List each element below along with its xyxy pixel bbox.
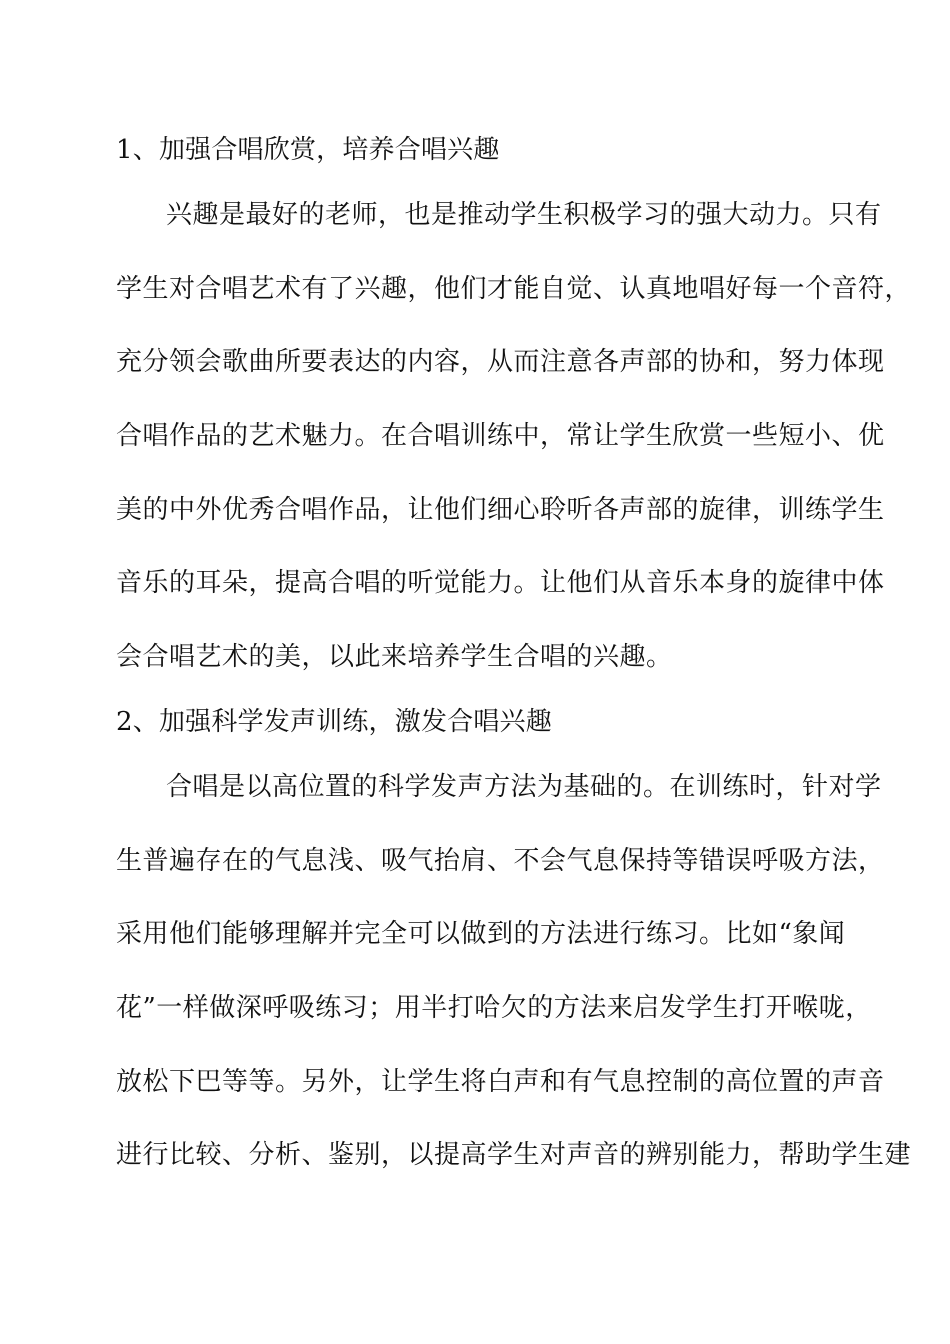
section-2-line-6: 进行比较、分析、鉴别，以提高学生对声音的辨别能力，帮助学生建 — [116, 1140, 912, 1170]
section-1-line-4: 合唱作品的艺术魅力。在合唱训练中，常让学生欣赏一些短小、优 — [116, 421, 885, 451]
section-2-line-1: 合唱是以高位置的科学发声方法为基础的。在训练时，针对学 — [166, 772, 882, 802]
section-2-line-5: 放松下巴等等。另外，让学生将白声和有气息控制的高位置的声音 — [116, 1067, 885, 1097]
section-1-line-3: 充分领会歌曲所要表达的内容，从而注意各声部的协和，努力体现 — [116, 347, 885, 377]
section-1-line-6: 音乐的耳朵，提高合唱的听觉能力。让他们从音乐本身的旋律中体 — [116, 568, 885, 598]
section-2-line-3: 采用他们能够理解并完全可以做到的方法进行练习。比如“象闻 — [116, 919, 846, 949]
section-1-line-1: 兴趣是最好的老师，也是推动学生积极学习的强大动力。只有 — [166, 200, 882, 230]
section-1-line-7: 会合唱艺术的美，以此来培养学生合唱的兴趣。 — [116, 642, 673, 672]
section-2-heading: 2、加强科学发声训练，激发合唱兴趣 — [116, 707, 552, 737]
section-1-line-2: 学生对合唱艺术有了兴趣，他们才能自觉、认真地唱好每一个音符， — [116, 274, 912, 304]
section-2-line-2: 生普遍存在的气息浅、吸气抬肩、不会气息保持等错误呼吸方法， — [116, 846, 885, 876]
section-2-line-4: 花”一样做深呼吸练习；用半打哈欠的方法来启发学生打开喉咙， — [116, 993, 872, 1023]
section-1-line-5: 美的中外优秀合唱作品，让他们细心聆听各声部的旋律，训练学生 — [116, 495, 885, 525]
section-1-heading: 1、加强合唱欣赏，培养合唱兴趣 — [116, 135, 500, 165]
